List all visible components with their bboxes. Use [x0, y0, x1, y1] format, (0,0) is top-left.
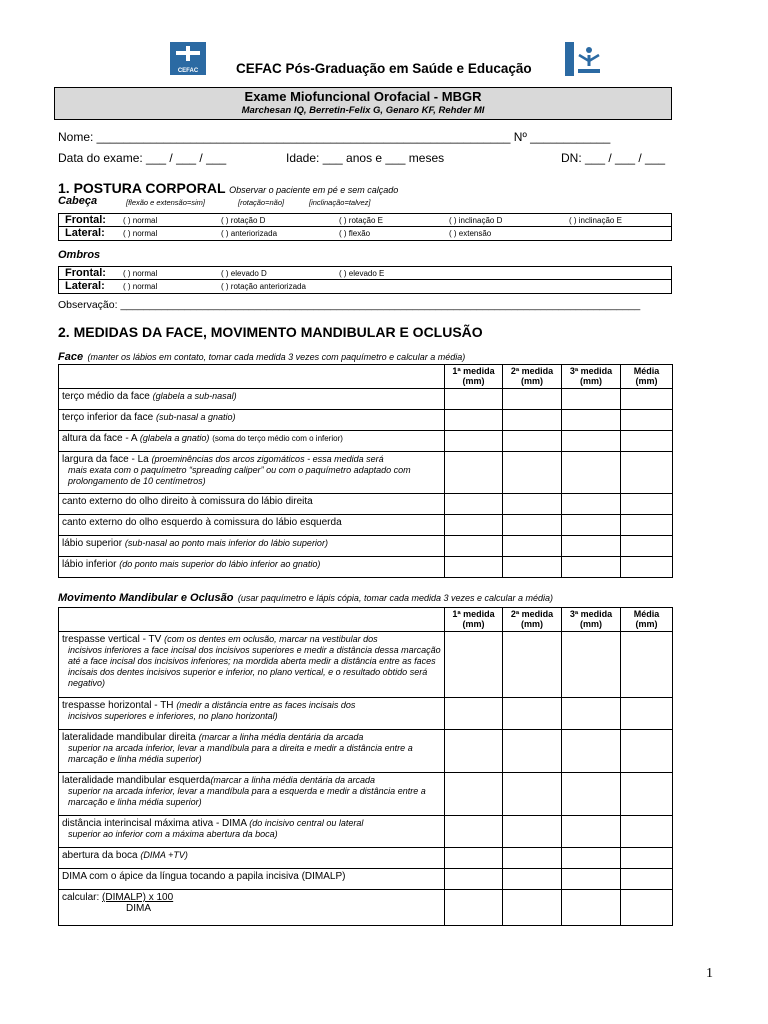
measure-cell[interactable]: [445, 494, 503, 515]
face-heading: [58, 347, 465, 365]
birth-date-line: DN: ___ / ___ / ___: [561, 151, 666, 165]
table-row: terço inferior da face (sub-nasal a gnatio): [59, 410, 673, 431]
table-row: distância interincisal máxima ativa - DIMA (do incisivo central ou lateral superior ao inferior com a máxima abertura da boca): [59, 816, 673, 848]
page-number: 1: [706, 966, 713, 981]
measure-cell[interactable]: [562, 730, 621, 773]
measure-cell[interactable]: [562, 410, 621, 431]
col-header-2: 2ª medida (mm): [503, 365, 562, 389]
col-header-avg: Média (mm): [621, 608, 673, 632]
col-header-avg: Média (mm): [621, 365, 673, 389]
col-header-3: 3ª medida (mm): [562, 365, 621, 389]
measure-cell[interactable]: [503, 410, 562, 431]
option-checkbox[interactable]: ( ) normal: [123, 229, 158, 238]
measure-cell[interactable]: [445, 816, 503, 848]
table-row: canto externo do olho direito à comissura do lábio direita: [59, 494, 673, 515]
measure-cell[interactable]: [503, 773, 562, 816]
cabeca-frontal-row: [59, 214, 671, 227]
measure-cell[interactable]: [503, 890, 562, 926]
exam-title: Exame Miofuncional Orofacial - MBGR: [244, 89, 482, 104]
face-note: (manter os lábios em contato, tomar cada medida 3 vezes com paquímetro e calcular a média): [87, 352, 466, 362]
option-checkbox[interactable]: ( ) rotação D: [221, 216, 266, 225]
measure-cell[interactable]: [503, 698, 562, 730]
average-cell[interactable]: [621, 410, 673, 431]
measure-cell[interactable]: [562, 515, 621, 536]
measure-cell[interactable]: [445, 557, 503, 578]
table-row: lábio superior (sub-nasal ao ponto mais inferior do lábio superior): [59, 536, 673, 557]
table-row: lateralidade mandibular direita (marcar a linha média dentária da arcada superior na arcada inferior, levar a mandíbula para a direita e medir a distância entre a marcação e linha média superior): [59, 730, 673, 773]
measure-cell[interactable]: [562, 431, 621, 452]
measure-cell[interactable]: [445, 536, 503, 557]
cabeca-title: Cabeça: [58, 195, 98, 207]
option-checkbox[interactable]: ( ) elevado E: [339, 269, 385, 278]
measure-cell[interactable]: [445, 773, 503, 816]
ombros-lateral-row: [59, 280, 671, 293]
option-checkbox[interactable]: ( ) rotação E: [339, 216, 384, 225]
option-checkbox[interactable]: ( ) normal: [123, 269, 158, 278]
table-header-row: [59, 365, 673, 389]
table-row: lábio inferior (do ponto mais superior do lábio inferior ao gnatio): [59, 557, 673, 578]
average-cell[interactable]: [621, 848, 673, 869]
face-title: Face: [58, 351, 84, 363]
measure-cell[interactable]: [503, 515, 562, 536]
option-checkbox[interactable]: ( ) normal: [123, 216, 158, 225]
average-cell[interactable]: [621, 773, 673, 816]
col-header-2: 2ª medida (mm): [503, 608, 562, 632]
measure-cell[interactable]: [562, 557, 621, 578]
cabeca-lateral-row: [59, 227, 671, 240]
cefac-logo: [170, 42, 206, 75]
col-header-1: 1ª medida (mm): [445, 365, 503, 389]
movement-note: (usar paquímetro e lápis cópia, tomar cada medida 3 vezes e calcular a média): [237, 593, 554, 603]
table-row: abertura da boca (DIMA +TV): [59, 848, 673, 869]
cabeca-note-2: [rotação=não]: [238, 198, 285, 207]
calc-numerator: (DIMALP) x 100: [102, 892, 174, 903]
measure-cell[interactable]: [562, 890, 621, 926]
movement-measures-table: [58, 607, 673, 926]
exam-title-box: [54, 87, 672, 120]
measure-cell[interactable]: [445, 848, 503, 869]
measure-cell[interactable]: [445, 698, 503, 730]
table-row: lateralidade mandibular esquerda(marcar a linha média dentária da arcada superior na arcada inferior, levar a mandíbula para a esquerda e medir a distância entre a marcação e linha média superior): [59, 773, 673, 816]
measure-cell[interactable]: [562, 848, 621, 869]
table-row: [59, 890, 673, 926]
option-checkbox[interactable]: ( ) elevado D: [221, 269, 267, 278]
measure-cell[interactable]: [445, 515, 503, 536]
option-checkbox[interactable]: ( ) flexão: [339, 229, 371, 238]
calc-denominator: DIMA: [126, 903, 151, 914]
col-header-1: 1ª medida (mm): [445, 608, 503, 632]
table-row: trespasse vertical - TV (com os dentes em oclusão, marcar na vestibular dos incisivos inferiores a face incisal dos incisivos superiores e medir a distância dessa marcação até a face incisal dos incisivos inferiores; na mordida aberta medir a distância entre as faces incisais dos dentes incisivos superior e inferior, no plano vertical, e o resultado obtido será negativo): [59, 632, 673, 698]
measure-cell[interactable]: [503, 536, 562, 557]
average-cell[interactable]: [621, 632, 673, 698]
option-checkbox[interactable]: ( ) extensão: [449, 229, 492, 238]
measure-cell[interactable]: [503, 557, 562, 578]
average-cell[interactable]: [621, 389, 673, 410]
option-checkbox[interactable]: ( ) inclinação E: [569, 216, 622, 225]
average-cell[interactable]: [621, 816, 673, 848]
measure-cell[interactable]: [562, 816, 621, 848]
age-line: Idade: ___ anos e ___ meses: [286, 151, 445, 165]
average-cell[interactable]: [621, 869, 673, 890]
measure-cell[interactable]: [562, 452, 621, 494]
movement-title: Movimento Mandibular e Oclusão: [58, 592, 234, 604]
option-checkbox[interactable]: ( ) rotação anteriorizada: [221, 282, 306, 291]
measure-cell[interactable]: [562, 389, 621, 410]
col-header-3: 3ª medida (mm): [562, 608, 621, 632]
table-row: DIMA com o ápice da língua tocando a papila incisiva (DIMALP): [59, 869, 673, 890]
measure-cell[interactable]: [445, 431, 503, 452]
average-cell[interactable]: [621, 730, 673, 773]
measure-cell[interactable]: [503, 431, 562, 452]
measure-cell[interactable]: [445, 730, 503, 773]
measure-cell[interactable]: [445, 410, 503, 431]
measure-cell[interactable]: [445, 389, 503, 410]
ombros-options-table: [58, 266, 672, 294]
average-cell[interactable]: [621, 515, 673, 536]
measure-cell[interactable]: [503, 632, 562, 698]
row-label: Lateral:: [65, 227, 105, 239]
header-title: CEFAC Pós-Graduação em Saúde e Educação: [236, 61, 532, 76]
average-cell[interactable]: [621, 698, 673, 730]
observation-line: Observação: _________________________________________________________________________________________: [58, 299, 641, 311]
measure-cell[interactable]: [562, 494, 621, 515]
ombros-frontal-row: [59, 267, 671, 280]
measure-cell[interactable]: [503, 869, 562, 890]
exam-authors: Marchesan IQ, Berretin-Felix G, Genaro KF, Rehder MI: [241, 105, 485, 116]
measure-cell[interactable]: [445, 869, 503, 890]
exam-date-line: Data do exame: ___ / ___ / ___: [58, 151, 227, 165]
measure-cell[interactable]: [562, 773, 621, 816]
measure-cell[interactable]: [503, 816, 562, 848]
table-row: trespasse horizontal - TH (medir a distância entre as faces incisais dos incisivos superiores e inferiores, no plano horizontal): [59, 698, 673, 730]
table-row: canto externo do olho esquerdo à comissura do lábio esquerda: [59, 515, 673, 536]
average-cell[interactable]: [621, 452, 673, 494]
section-1-heading: [58, 180, 398, 196]
option-checkbox[interactable]: ( ) anteriorizada: [221, 229, 278, 238]
section-1-note: Observar o paciente em pé e sem calçado: [229, 185, 399, 195]
measure-cell[interactable]: [503, 494, 562, 515]
option-checkbox[interactable]: ( ) inclinação D: [449, 216, 503, 225]
average-cell[interactable]: [621, 890, 673, 926]
measure-cell[interactable]: [445, 890, 503, 926]
table-header-row: [59, 608, 673, 632]
measure-cell[interactable]: [503, 452, 562, 494]
measure-cell[interactable]: [503, 389, 562, 410]
logo-left-caption: CEFAC: [177, 68, 199, 74]
measure-cell[interactable]: [503, 848, 562, 869]
row-label: Frontal:: [65, 214, 106, 226]
instituto-cefac-logo: [565, 42, 603, 76]
section-2-title: 2. MEDIDAS DA FACE, MOVIMENTO MANDIBULAR E OCLUSÃO: [58, 324, 483, 340]
measure-cell[interactable]: [562, 698, 621, 730]
average-cell[interactable]: [621, 494, 673, 515]
table-row: terço médio da face (glabela a sub-nasal): [59, 389, 673, 410]
option-checkbox[interactable]: ( ) normal: [123, 282, 158, 291]
measure-cell[interactable]: [445, 632, 503, 698]
cabeca-options-table: [58, 213, 672, 241]
average-cell[interactable]: [621, 536, 673, 557]
average-cell[interactable]: [621, 431, 673, 452]
row-label: Lateral:: [65, 280, 105, 292]
cabeca-note-1: [flexão e extensão=sim]: [126, 198, 206, 207]
ombros-title: Ombros: [58, 249, 101, 261]
table-row: largura da face - La (proeminências dos arcos zigomáticos - essa medida será mais exata com o paquímetro “spreading caliper” ou com o paquímetro adaptado com prolongamento de 10 centímetros): [59, 452, 673, 494]
section-1-title: 1. POSTURA CORPORAL: [58, 180, 226, 196]
measure-cell[interactable]: [562, 536, 621, 557]
measure-cell[interactable]: [445, 452, 503, 494]
table-row: altura da face - A (glabela a gnatio) (soma do terço médio com o inferior): [59, 431, 673, 452]
name-line: Nome: ______________________________________________________________ Nº ____________: [58, 130, 611, 144]
movement-heading: [58, 588, 553, 606]
face-measures-table: [58, 364, 673, 578]
calc-prefix: calcular:: [62, 892, 100, 903]
measure-cell[interactable]: [503, 730, 562, 773]
row-label: Frontal:: [65, 267, 106, 279]
measure-cell[interactable]: [562, 632, 621, 698]
average-cell[interactable]: [621, 557, 673, 578]
cabeca-note-3: [inclinação=talvez]: [309, 198, 371, 207]
measure-cell[interactable]: [562, 869, 621, 890]
